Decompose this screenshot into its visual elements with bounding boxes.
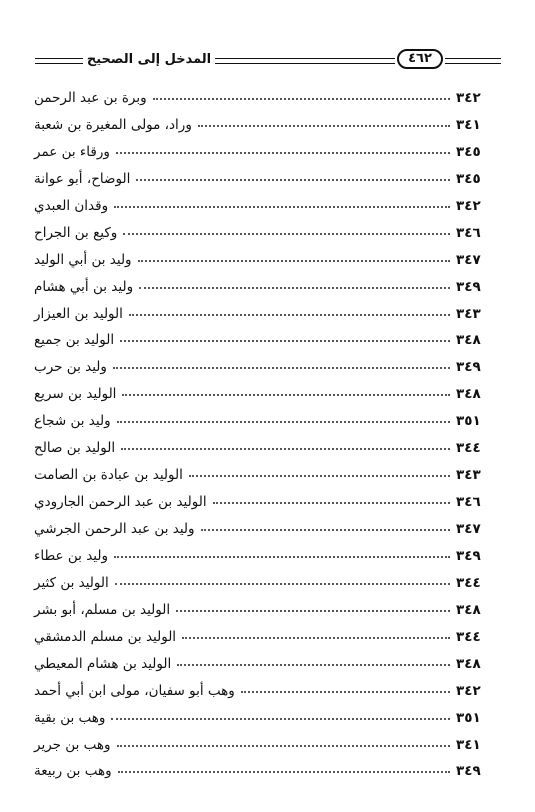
entry-name: الوليد بن عبد الرحمن الجارودي — [34, 494, 207, 511]
entry-name: وليد بن أبي الوليد — [34, 251, 132, 268]
index-entry — [34, 763, 496, 790]
entry-page-number: ٣٤٢ — [456, 90, 481, 106]
dot-leader — [213, 502, 450, 504]
entry-page-number: ٣٤٥ — [456, 143, 481, 160]
index-entry — [34, 548, 496, 575]
entry-page-number: ٣٤٨ — [456, 386, 481, 403]
index-entry — [34, 683, 496, 710]
dot-leader — [122, 394, 450, 396]
header-rule-right — [445, 58, 501, 64]
entry-page-number: ٣٤٨ — [456, 601, 481, 618]
dot-leader — [176, 610, 450, 612]
dot-leader — [177, 664, 450, 666]
entry-name: وهب بن ربيعة — [34, 763, 112, 780]
entry-page-number: ٣٥١ — [456, 709, 481, 726]
entry-name: الوليد بن جميع — [34, 332, 115, 349]
dot-leader — [136, 179, 450, 181]
dot-leader — [139, 287, 450, 289]
entry-page-number: ٣٤٩ — [456, 547, 481, 564]
entry-name: الوليد بن مسلم الدمشقي — [34, 628, 177, 645]
entry-page-number: ٣٤٢ — [456, 682, 481, 699]
entry-name: وهب بن بقية — [34, 709, 106, 726]
entry-page-number: ٣٤٤ — [456, 440, 481, 457]
entry-name: الوليد بن صالح — [34, 440, 116, 457]
index-entry — [34, 386, 496, 413]
entry-page-number: ٣٤٧ — [456, 251, 481, 268]
dot-leader — [113, 367, 450, 369]
entry-page-number: ٣٤٨ — [456, 332, 481, 349]
dot-leader — [114, 206, 450, 208]
dot-leader — [138, 260, 450, 262]
dot-leader — [116, 152, 450, 154]
entry-name: وليد بن عطاء — [34, 547, 108, 564]
entry-name: وليد بن شجاع — [34, 413, 111, 430]
entry-page-number: ٣٤٤ — [456, 574, 481, 591]
entry-name: وليد بن عبد الرحمن الجرشي — [34, 521, 195, 537]
entry-page-number: ٣٤٦ — [456, 494, 481, 511]
entry-name: وبرة بن عبد الرحمن — [34, 90, 147, 106]
index-entry — [34, 171, 496, 198]
dot-leader — [123, 233, 450, 235]
index-entry — [34, 359, 496, 386]
dot-leader — [153, 98, 450, 100]
index-entry — [34, 413, 496, 440]
dot-leader — [117, 421, 450, 423]
dot-leader — [201, 529, 450, 531]
index-entry — [34, 710, 496, 737]
dot-leader — [120, 340, 450, 342]
dot-leader — [189, 475, 450, 477]
index-entry — [34, 90, 496, 117]
entry-name: الوليد بن هشام المعيطي — [34, 655, 172, 672]
page-header — [35, 47, 501, 73]
index-entry — [34, 252, 496, 279]
entry-name: وليد بن حرب — [34, 359, 107, 376]
page-number: ٤٦٢ — [397, 49, 443, 69]
entry-name: الوليد بن العيزار — [34, 305, 123, 322]
dot-leader — [117, 745, 450, 747]
entry-name: ورقاء بن عمر — [34, 143, 110, 160]
entry-name: الوليد بن كثير — [34, 574, 109, 591]
dot-leader — [121, 448, 450, 450]
index-entry — [34, 225, 496, 252]
entry-page-number: ٣٤٦ — [456, 224, 481, 241]
dot-leader — [115, 583, 450, 585]
index-entry — [34, 306, 496, 333]
entry-page-number: ٣٤٥ — [456, 170, 481, 187]
entry-name: وكيع بن الجراح — [34, 224, 118, 241]
entry-page-number: ٣٥١ — [456, 413, 481, 430]
dot-leader — [198, 125, 450, 127]
entry-name: الوليد بن سريع — [34, 386, 117, 403]
index-entry — [34, 440, 496, 467]
index-entry — [34, 117, 496, 144]
index-entry — [34, 494, 496, 521]
index-entry — [34, 629, 496, 656]
dot-leader — [182, 637, 450, 639]
index-entry — [34, 575, 496, 602]
header-rule-left — [35, 58, 83, 64]
entry-page-number: ٣٤١ — [456, 116, 481, 133]
entry-page-number: ٣٤٤ — [456, 628, 481, 645]
entry-name: وهب بن جرير — [34, 736, 111, 753]
dot-leader — [114, 556, 450, 558]
dot-leader — [241, 691, 450, 693]
entry-page-number: ٣٤٩ — [456, 278, 481, 295]
dot-leader — [118, 771, 450, 773]
index-entry — [34, 521, 496, 548]
dot-leader — [129, 314, 450, 316]
entry-page-number: ٣٤٢ — [456, 197, 481, 214]
entry-page-number: ٣٤٩ — [456, 359, 481, 376]
entry-page-number: ٣٤٩ — [456, 763, 481, 780]
index-list — [34, 90, 496, 790]
entry-page-number: ٣٤٨ — [456, 655, 481, 672]
entry-name: وليد بن أبي هشام — [34, 278, 134, 295]
entry-name: الوليد بن مسلم، أبو بشر — [34, 601, 171, 618]
index-entry — [34, 602, 496, 629]
entry-page-number: ٣٤٧ — [456, 521, 481, 537]
index-entry — [34, 198, 496, 225]
entry-name: وقدان العبدي — [34, 197, 109, 214]
entry-name: الوضاح، أبو عوانة — [34, 170, 131, 187]
entry-page-number: ٣٤١ — [456, 736, 481, 753]
index-entry — [34, 332, 496, 359]
index-entry — [34, 467, 496, 494]
entry-name: الوليد بن عبادة بن الصامت — [34, 467, 183, 484]
header-title: المدخل إلى الصحيح — [86, 52, 212, 67]
dot-leader — [111, 718, 450, 720]
entry-page-number: ٣٤٣ — [456, 305, 481, 322]
index-entry — [34, 279, 496, 306]
index-entry — [34, 656, 496, 683]
entry-name: وهب أبو سفيان، مولى ابن أبي أحمد — [34, 682, 235, 699]
entry-page-number: ٣٤٣ — [456, 467, 481, 484]
index-entry — [34, 144, 496, 171]
entry-name: وراد، مولى المغيرة بن شعبة — [34, 116, 192, 133]
index-entry — [34, 737, 496, 764]
header-rule-middle — [215, 58, 395, 64]
